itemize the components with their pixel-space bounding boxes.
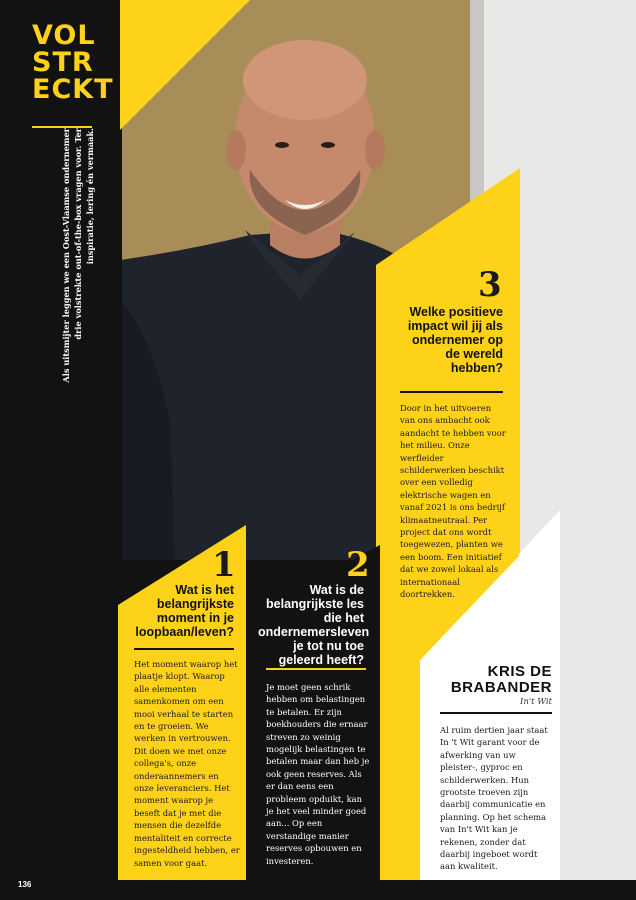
question-heading: Welke positieve impact wil jij als ondernemer op de wereld hebben?: [407, 305, 503, 375]
question-number: 3: [478, 265, 502, 305]
profile-company: In't Wit: [519, 697, 552, 707]
question-heading: Wat is de belangrijkste les die het ondernemersleven je tot nu toe geleerd heeft?: [258, 583, 370, 667]
masthead-line: ECKT: [32, 74, 114, 105]
masthead-line: VOL: [32, 20, 96, 51]
question-number: 2: [346, 545, 370, 585]
profile-rule: [440, 712, 552, 714]
profile-bio: Al ruim dertien jaar staat In 't Wit garant voor de afwerking van uw pleister-, gyproc en schilderwerken. Hun grootste troeven zijn daarbij communicatie en planning. Op het schema van In't Wit kan je rekenen, zonder dat daarbij ingeboet wordt aan kwaliteit.: [440, 725, 548, 872]
answer-text: Je moet geen schrik hebben om belastingen te betalen. Er zijn boekhouders die ernaar streven zo weinig mogelijk belastingen te betalen maar dan heb je ook geen reserves. Als er dan eens een probleem opduikt, kan je het veel minder goed aan... Op een verstandige manier reserves opbouwen en investeren.: [266, 682, 370, 866]
answer-text: Het moment waarop het plaatje klopt. Waarop alle elementen samenkomen om een mooi verhaal te starten en te groeien. We werken in vertrouwen. Dit doen we met onze collega's, onze onderaannemers en onze leveranciers. Het moment waarop je beseft dat je met die mensen die dezelfde mentaliteit en correcte ingesteldheid hebben, er samen voor gaat.: [134, 659, 240, 868]
question-number: 1: [212, 545, 236, 585]
question-rule: [134, 648, 234, 650]
answer-text: Door in het uitvoeren van ons ambacht ook aandacht te hebben voor het milieu. Onze werfleider schilderwerken beschikt over een volledig elektrische wagen en vanaf 2021 is ons bedrijf klimaatneutraal. Per project dat ons wordt toegewezen, planten we een boom. Een initiatief dat we zowel lokaal als internationaal doortrekken.: [400, 403, 506, 600]
question-heading: Wat is het belangrijkste moment in je loopbaan/leven?: [135, 583, 234, 639]
question-rule: [266, 668, 366, 670]
intro-text: Als uitsmijter leggen we een Oost-Vlaamse ondernemer drie volstrekte out-of-the-box vragen voor. Ter inspiratie, lering én vermaak.: [61, 128, 95, 383]
masthead-line: STR: [32, 47, 94, 78]
profile-name: KRIS DE BRABANDER: [450, 663, 552, 696]
question-rule: [400, 391, 503, 393]
page-number: 136: [18, 880, 32, 889]
masthead: [32, 22, 112, 103]
